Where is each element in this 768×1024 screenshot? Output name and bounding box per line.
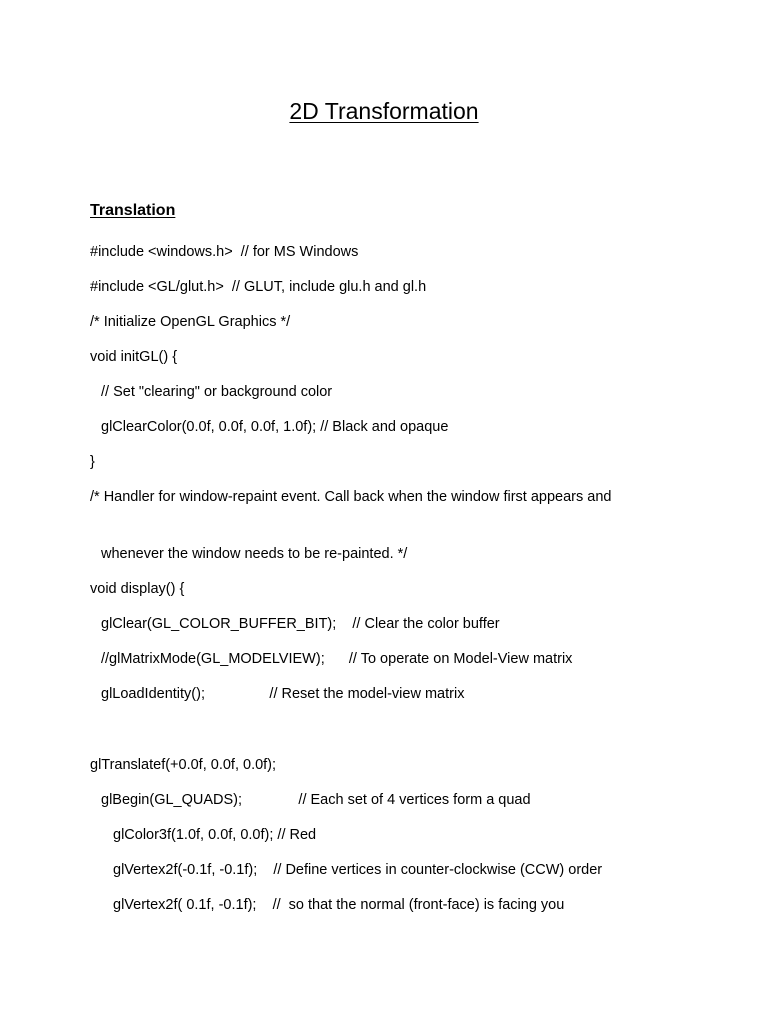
code-line: glVertex2f( 0.1f, -0.1f); // so that the normal (front-face) is facing you bbox=[113, 897, 565, 913]
code-line: #include <windows.h> // for MS Windows bbox=[90, 244, 359, 260]
code-line: glTranslatef(+0.0f, 0.0f, 0.0f); bbox=[90, 757, 277, 773]
code-comment-wrapped: /* Handler for window-repaint event. Call back when the window first appears and bbox=[90, 489, 612, 505]
code-line: void initGL() { bbox=[90, 349, 178, 365]
code-line: //glMatrixMode(GL_MODELVIEW); // To operate on Model-View matrix bbox=[101, 651, 573, 667]
code-line: glVertex2f(-0.1f, -0.1f); // Define vertices in counter-clockwise (CCW) order bbox=[113, 862, 603, 878]
code-line: /* Initialize OpenGL Graphics */ bbox=[90, 314, 291, 330]
code-line: glColor3f(1.0f, 0.0f, 0.0f); // Red bbox=[113, 827, 317, 843]
code-line: } bbox=[90, 454, 95, 470]
code-line: #include <GL/glut.h> // GLUT, include glu.h and gl.h bbox=[90, 279, 427, 295]
code-line: glClearColor(0.0f, 0.0f, 0.0f, 1.0f); // Black and opaque bbox=[101, 419, 449, 435]
code-line: void display() { bbox=[90, 581, 185, 597]
code-line: glLoadIdentity(); // Reset the model-view matrix bbox=[101, 686, 465, 702]
code-line: glBegin(GL_QUADS); // Each set of 4 vertices form a quad bbox=[101, 792, 531, 808]
code-line: // Set "clearing" or background color bbox=[101, 384, 333, 400]
code-line: glClear(GL_COLOR_BUFFER_BIT); // Clear the color buffer bbox=[101, 616, 500, 632]
section-heading: Translation bbox=[90, 202, 176, 219]
code-line: whenever the window needs to be re-painted. */ bbox=[101, 546, 408, 562]
document-title: 2D Transformation bbox=[289, 98, 479, 124]
